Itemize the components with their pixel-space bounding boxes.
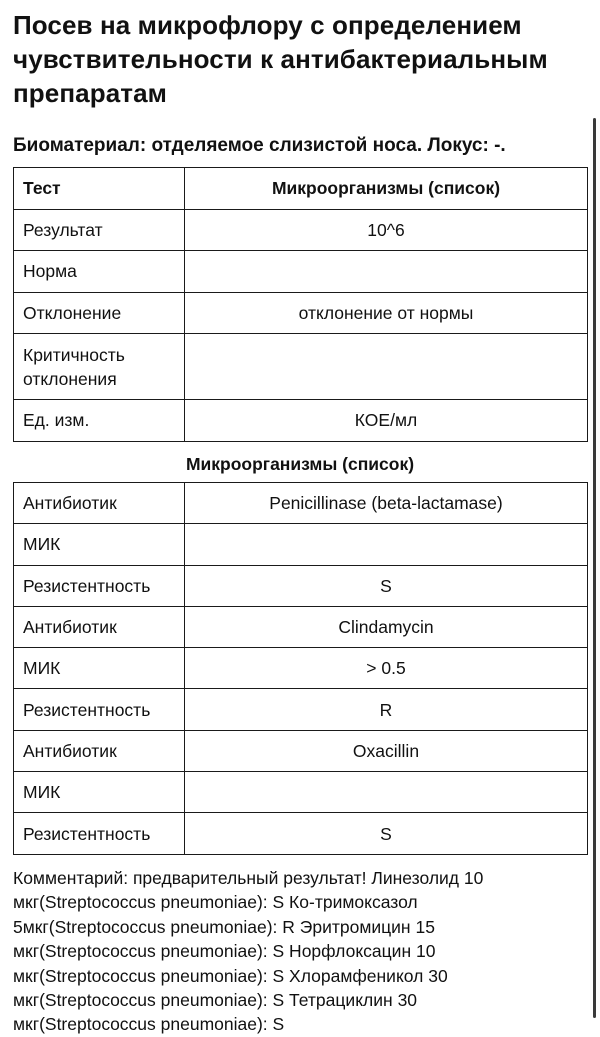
row-label: Отклонение	[14, 292, 185, 334]
row-label: Резистентность	[14, 813, 185, 854]
comment-text: Комментарий: предварительный результат! Линезолид 10 мкг(Streptococcus pneumoniae): S Ко-тримоксазол 5мкг(Streptococcus pneumoniae): R Эритромицин 15 мкг(Streptococcus pneumoniae): S Норфлоксацин 10 мкг(Streptococcus pneumoniae): S Хлорамфеникол 30 мкг(Streptococcus pneumoniae): S Тетрациклин 30 мкг(Streptococcus pneumoniae): S	[13, 868, 484, 1035]
row-label: Антибиотик	[14, 483, 185, 524]
table-row	[14, 606, 588, 647]
row-value	[185, 524, 588, 565]
row-label: Резистентность	[14, 689, 185, 730]
row-label: Резистентность	[14, 565, 185, 606]
page-title: Посев на микрофлору с определением чувствительности к антибактериальным препаратам	[13, 10, 548, 108]
summary-table	[13, 167, 588, 442]
table-header-row	[14, 168, 588, 210]
row-value: отклонение от нормы	[185, 292, 588, 334]
row-label: МИК	[14, 648, 185, 689]
row-value: КОЕ/мл	[185, 400, 588, 442]
row-label: Антибиотик	[14, 606, 185, 647]
table-row	[14, 400, 588, 442]
table-row	[14, 483, 588, 524]
header-microorganisms: Микроорганизмы (список)	[185, 168, 588, 210]
row-value: Clindamycin	[185, 606, 588, 647]
table-row	[14, 648, 588, 689]
table-row	[14, 251, 588, 293]
header-test: Тест	[14, 168, 185, 210]
row-label: МИК	[14, 524, 185, 565]
row-value: S	[185, 565, 588, 606]
row-value	[185, 251, 588, 293]
table-row	[14, 524, 588, 565]
row-label: МИК	[14, 772, 185, 813]
row-label: Ед. изм.	[14, 400, 185, 442]
row-value: > 0.5	[185, 648, 588, 689]
table-row	[14, 292, 588, 334]
table-row	[14, 565, 588, 606]
row-value: Oxacillin	[185, 730, 588, 771]
row-value: 10^6	[185, 209, 588, 251]
scrollbar[interactable]	[593, 118, 596, 1018]
row-value: R	[185, 689, 588, 730]
table-row	[14, 730, 588, 771]
row-value	[185, 772, 588, 813]
row-value: S	[185, 813, 588, 854]
row-value: Penicillinase (beta-lactamase)	[185, 483, 588, 524]
antibiogram-table	[13, 482, 588, 855]
table-row	[14, 813, 588, 854]
table-row	[14, 772, 588, 813]
table-row	[14, 334, 588, 400]
row-value	[185, 334, 588, 400]
row-label: Норма	[14, 251, 185, 293]
row-label: Результат	[14, 209, 185, 251]
row-label: Антибиотик	[14, 730, 185, 771]
table-row	[14, 209, 588, 251]
biomaterial-line: Биоматериал: отделяемое слизистой носа. Локус: -.	[13, 135, 506, 156]
microorganisms-section-title: Микроорганизмы (список)	[185, 454, 415, 474]
row-label: Критичность отклонения	[14, 334, 185, 400]
table-row	[14, 689, 588, 730]
